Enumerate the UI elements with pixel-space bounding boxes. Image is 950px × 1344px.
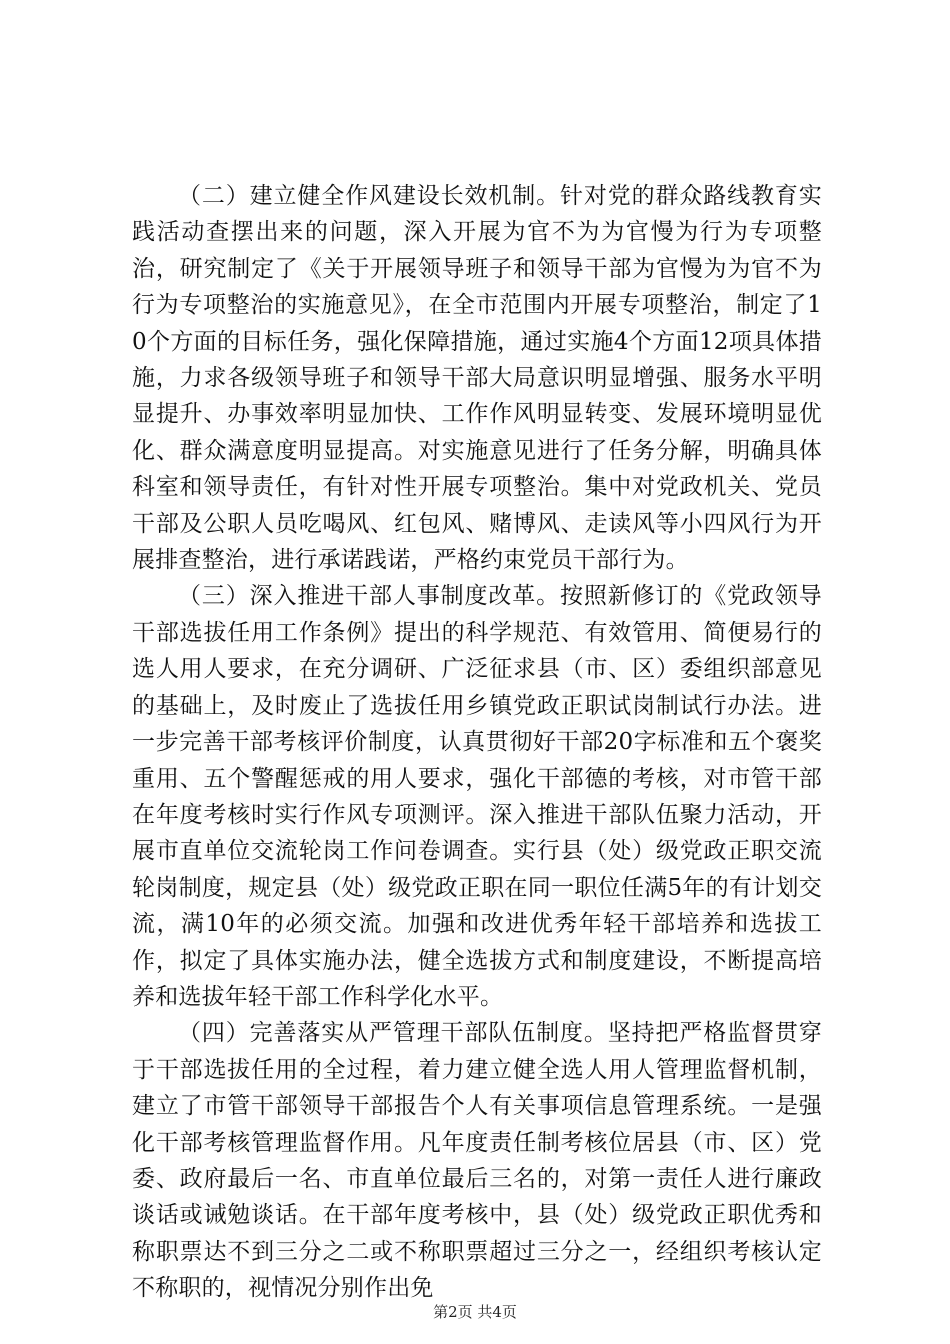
paragraph-section-2: （二）建立健全作风建设长效机制。针对党的群众路线教育实践活动查摆出来的问题，深入开展为官不为为官慢为行为专项整治，研究制定了《关于开展领导班子和领导干部为官慢为为官不为行为专项整治的实施意见》，在全市范围内开展专项整治，制定了10个方面的目标任务，强化保障措施，通过实施4个方面12项具体措施，力求各级领导班子和领导干部大局意识明显增强、服务水平明显提升、办事效率明显加快、工作作风明显转变、发展环境明显优化、群众满意度明显提高。对实施意见进行了任务分解，明确具体科室和领导责任，有针对性开展专项整治。集中对党政机关、党员干部及公职人员吃喝风、红包风、赌博风、走读风等小四风行为开展排查整治，进行承诺践诺，严格约束党员干部行为。	[132, 183, 822, 574]
paragraph-section-3: （三）深入推进干部人事制度改革。按照新修订的《党政领导干部选拔任用工作条例》提出的科学规范、有效管用、简便易行的选人用人要求，在充分调研、广泛征求县（市、区）委组织部意见的基础上，及时废止了选拔任用乡镇党政正职试岗制试行办法。进一步完善干部考核评价制度，认真贯彻好干部20字标准和五个褒奖重用、五个警醒惩戒的用人要求，强化干部德的考核，对市管干部在年度考核时实行作风专项测评。深入推进干部队伍聚力活动，开展市直单位交流轮岗工作问卷调查。实行县（处）级党政正职交流轮岗制度，规定县（处）级党政正职在同一职位任满5年的有计划交流，满10年的必须交流。加强和改进优秀年轻干部培养和选拔工作，拟定了具体实施办法，健全选拔方式和制度建设，不断提高培养和选拔年轻干部工作科学化水平。	[132, 583, 822, 1010]
document-body	[132, 178, 822, 1307]
paragraph-section-4: （四）完善落实从严管理干部队伍制度。坚持把严格监督贯穿于干部选拔任用的全过程，着力建立健全选人用人管理监督机制，建立了市管干部领导干部报告个人有关事项信息管理系统。一是强化干部考核管理监督作用。凡年度责任制考核位居县（市、区）党委、政府最后一名、市直单位最后三名的，对第一责任人进行廉政谈话或诫勉谈话。在干部年度考核中，县（处）级党政正职优秀和称职票达不到三分之二或不称职票超过三分之一，经组织考核认定不称职的，视情况分别作出免	[132, 1020, 822, 1302]
page-number-footer: 第2页 共4页	[433, 1303, 517, 1321]
